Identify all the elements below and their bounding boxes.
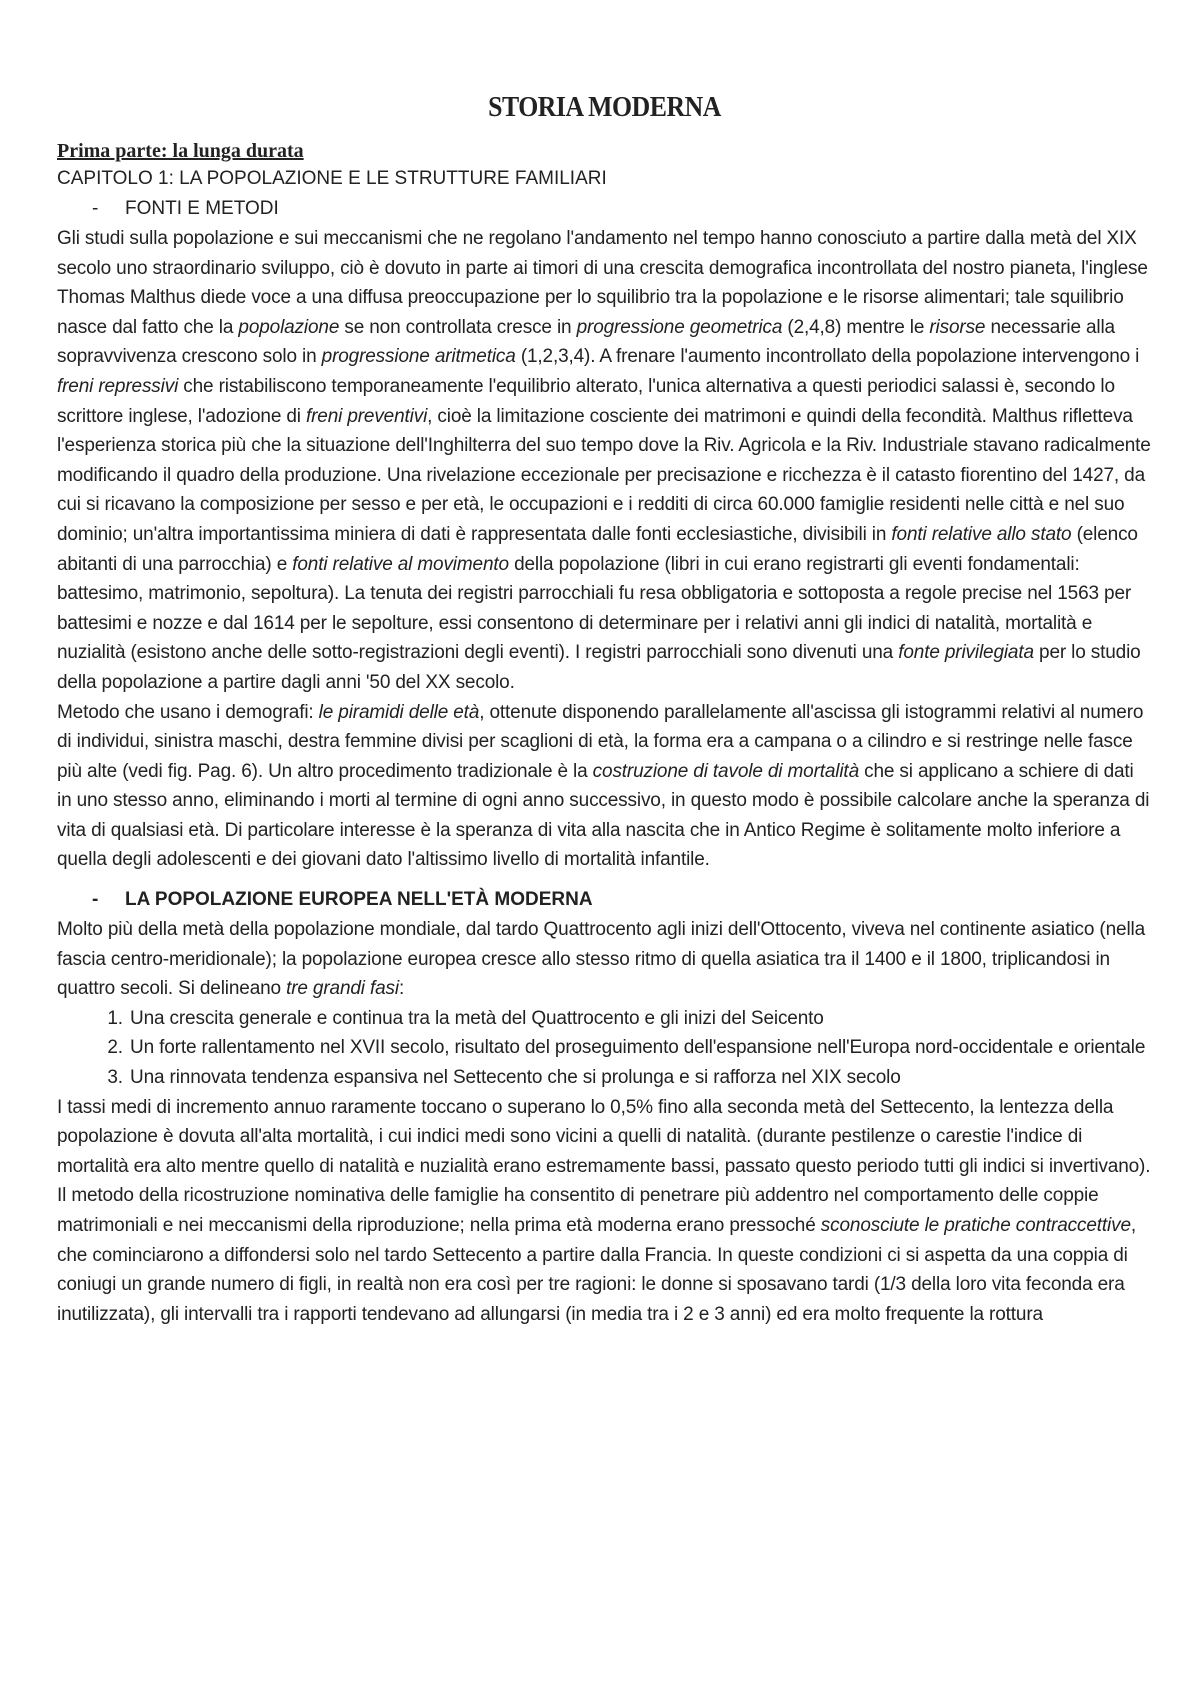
- part-subtitle: Prima parte: la lunga durata: [57, 140, 304, 162]
- paragraph-sources: Gli studi sulla popolazione e sui meccanismi che ne regolano l'andamento nel tempo hanno conosciuto a partire dalla metà del XIX secolo uno straordinario sviluppo, ciò è dovuto in parte ai timori di una crescita demografica incontrollata del nostro pianeta, l'inglese Thomas Malthus diede voce a una diffusa preoccupazione per lo squilibrio tra la popolazione e le risorse alimentari; tale squilibrio nasce dal fatto che la popolazione se non controllata cresce in progressione geometrica (2,4,8) mentre le risorse necessarie alla sopravvivenza crescono solo in progressione aritmetica (1,2,3,4). A frenare l'aumento incontrollato della popolazione intervengono i freni repressivi che ristabiliscono temporaneamente l'equilibrio alterato, l'unica alternativa a questi periodici salassi è, secondo lo scrittore inglese, l'adozione di freni preventivi, cioè la limitazione cosciente dei matrimoni e quindi della fecondità. Malthus rifletteva l'esperienza storica più che la situazione dell'Inghilterra del suo tempo dove la Riv. Agricola e la Riv. Industriale stavano radicalmente modificando il quadro della produzione. Una rivelazione eccezionale per precisazione e ricchezza è il catasto fiorentino del 1427, da cui si ricavano la composizione per sesso e per età, le occupazioni e i redditi di circa 60.000 famiglie residenti nelle città e nel suo dominio; un'altra importantissima miniera di dati è rappresentata dalle fonti ecclesiastiche, divisibili in fonti relative allo stato (elenco abitanti di una parrocchia) e fonti relative al movimento della popolazione (libri in cui erano registrarti gli eventi fondamentali: battesimo, matrimonio, sepoltura). La tenuta dei registri parrocchiali fu resa obbligatoria e sottoposta a regole precise nel 1563 per battesimi e nozze e dal 1614 per le sepolture, essi consentono di determinare per i relativi anni gli indici di natalità, mortalità e nuzialità (esistono anche delle sotto-registrazioni degli eventi). I registri parrocchiali sono divenuti una fonte privilegiata per lo studio della popolazione a partire dagli anni '50 del XX secolo.: [57, 228, 1151, 693]
- bullet-dash: -: [92, 198, 99, 219]
- section-heading-label: LA POPOLAZIONE EUROPEA NELL'ETÀ MODERNA: [125, 889, 593, 911]
- paragraph-family-reconstruction: Il metodo della ricostruzione nominativa delle famiglie ha consentito di penetrare più addentro nel comportamento delle coppie matrimoniali e nei meccanismi della riproduzione; nella prima età moderna erano pressoché sconosciute le pratiche contraccettive, che cominciarono a diffondersi solo nel tardo Settecento a partire dalla Francia. In queste condizioni ci si aspetta da una coppia di coniugi un grande numero di figli, in realtà non era così per tre ragioni: le donne si sposavano tardi (1/3 della loro vita feconda era inutilizzata), gli intervalli tra i rapporti tendevano ad allungarsi (in media tra i 2 e 3 anni) ed era molto frequente la rottura: [57, 1185, 1136, 1325]
- paragraph-european-population: Molto più della metà della popolazione mondiale, dal tardo Quattrocento agli inizi dell'Ottocento, viveva nel continente asiatico (nella fascia centro-meridionale); la popolazione europea cresce allo stesso ritmo di quella asiatica tra il 1400 e il 1800, triplicandosi in quattro secoli. Si delineano tre grandi fasi:: [57, 919, 1146, 1000]
- section-heading-fonti: [57, 194, 1152, 224]
- chapter-heading: CAPITOLO 1: LA POPOLAZIONE E LE STRUTTURE FAMILIARI: [57, 168, 607, 189]
- section-heading-label: FONTI E METODI: [125, 198, 279, 219]
- bullet-dash: -: [92, 889, 99, 911]
- document-page: [57, 92, 1152, 1329]
- document-title: STORIA MODERNA: [488, 92, 721, 123]
- list-item: 3. Una rinnovata tendenza espansiva nel Settecento che si prolunga e si rafforza nel XIX secolo: [128, 1063, 1152, 1093]
- paragraph-growth-rates: I tassi medi di incremento annuo raramente toccano o superano lo 0,5% fino alla seconda metà del Settecento, la lentezza della popolazione è dovuta all'alta mortalità, i cui indici medi sono vicini a quelli di natalità. (durante pestilenze o carestie l'indice di mortalità era alto mentre quello di natalità e nuzialità erano estremamente bassi, passato questo periodo tutti gli indici si invertivano).: [57, 1096, 1151, 1177]
- section-heading-popolazione-europea: [57, 885, 1152, 915]
- list-item: 1. Una crescita generale e continua tra la metà del Quattrocento e gli inizi del Seicento: [128, 1004, 1152, 1034]
- paragraph-methods: Metodo che usano i demografi: le piramidi delle età, ottenute disponendo parallelamente all'ascissa gli istogrammi relativi al numero di individui, sinistra maschi, destra femmine divisi per scaglioni di età, la forma era a campana o a cilindro e si restringe nelle fasce più alte (vedi fig. Pag. 6). Un altro procedimento tradizionale è la costruzione di tavole di mortalità che si applicano a schiere di dati in uno stesso anno, eliminando i morti al termine di ogni anno successivo, in questo modo è possibile calcolare anche la speranza di vita di qualsiasi età. Di particolare interesse è la speranza di vita alla nascita che in Antico Regime è solitamente molto inferiore a quella degli adolescenti e dei giovani dato l'altissimo livello di mortalità infantile.: [57, 701, 1150, 871]
- list-item: 2. Un forte rallentamento nel XVII secolo, risultato del proseguimento dell'espansione nell'Europa nord-occidentale e orientale: [128, 1033, 1152, 1063]
- phases-list: [57, 1004, 1152, 1093]
